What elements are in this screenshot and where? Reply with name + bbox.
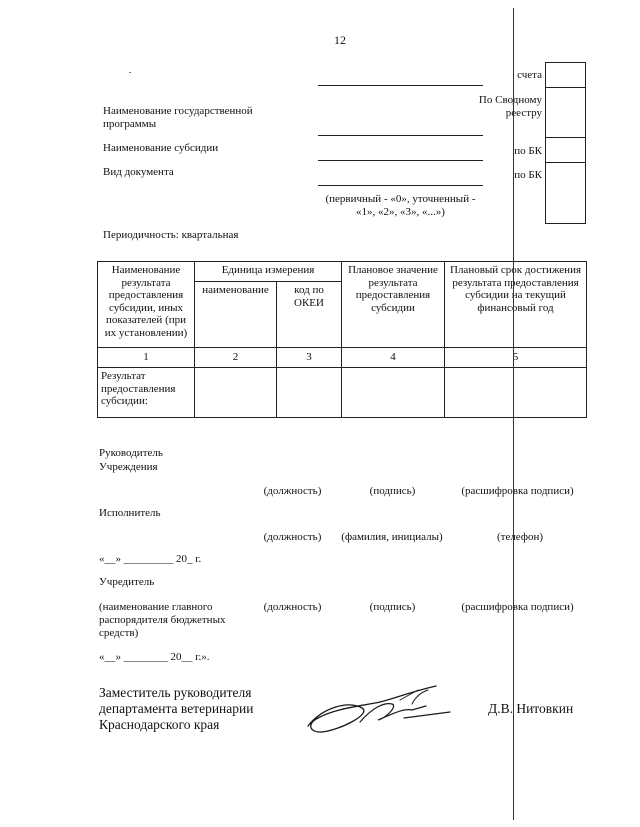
bk-code-box-1[interactable] [545,137,586,163]
doc-type-line[interactable] [318,185,483,186]
row-unit-code[interactable] [277,368,342,418]
bk-code-box-2[interactable] [545,162,586,224]
founder-label: Учредитель [99,576,155,588]
header-planned-value: Плановое значение результата предоставления субсидии [342,262,445,348]
registry-code-label: По Сводному реестру [478,94,542,119]
date-field-1[interactable]: «__» _________ 20_ г. [99,553,202,565]
head-signature-caption: (подпись) [369,485,416,497]
official-name: Д.В. Нитовкин [488,701,574,716]
header-result-name: Наименование результата предоставления субсидии, иных показателей (при их установлении) [98,262,195,348]
col-number-2: 2 [195,348,277,368]
founder-signature-caption: (подпись) [369,601,416,613]
row-result-name: Результат предоставления субсидии: [98,368,195,418]
col-number-5: 5 [445,348,587,368]
row-planned-value[interactable] [342,368,445,418]
row-planned-term[interactable] [445,368,587,418]
row-unit-name[interactable] [195,368,277,418]
col-number-3: 3 [277,348,342,368]
scan-fold-line [513,8,514,820]
bk-code-label-2: по БК [514,169,542,181]
founder-decoding-caption: (расшифровка подписи) [461,601,574,613]
head-decoding-caption: (расшифровка подписи) [461,485,574,497]
accounts-code-box[interactable] [545,62,586,88]
header-unit-group: Единица измерения [195,262,342,282]
scan-dot [129,72,131,73]
program-line[interactable] [318,135,483,136]
header-planned-term: Плановый срок достижения результата предоставления субсидии на текущий финансовый год [445,262,587,348]
founder-sublabel: (наименование главного распорядителя бюджетных средств) [99,601,226,639]
head-position-caption: (должность) [263,485,322,497]
program-label: Наименование государственной программы [103,105,253,130]
bk-code-label-1: по БК [514,145,542,157]
doc-type-hint: (первичный - «0», уточненный - «1», «2», «3», «...») [325,193,476,218]
subsidy-line[interactable] [318,160,483,161]
executor-label: Исполнитель [99,507,161,519]
handwritten-signature [300,678,460,740]
executor-name-caption: (фамилия, инициалы) [341,531,443,543]
header-unit-code: код по ОКЕИ [277,282,342,348]
periodicity: Периодичность: квартальная [103,229,239,241]
col-number-1: 1 [98,348,195,368]
col-number-4: 4 [342,348,445,368]
executor-phone-caption: (телефон) [496,531,544,543]
date-field-2[interactable]: «__» ________ 20__ г.». [99,651,210,663]
accounts-code-label: счета [517,69,542,81]
accounts-line[interactable] [318,85,483,86]
header-unit-name: наименование [195,282,277,348]
subsidy-label: Наименование субсидии [103,142,219,154]
doc-type-label: Вид документа [103,166,174,178]
head-label: Руководитель Учреждения [99,447,163,473]
official-title: Заместитель руководителя департамента ветеринарии Краснодарского края [99,685,254,732]
registry-code-box[interactable] [545,87,586,138]
founder-position-caption: (должность) [263,601,322,613]
page-number: 12 [334,33,346,47]
executor-position-caption: (должность) [263,531,322,543]
